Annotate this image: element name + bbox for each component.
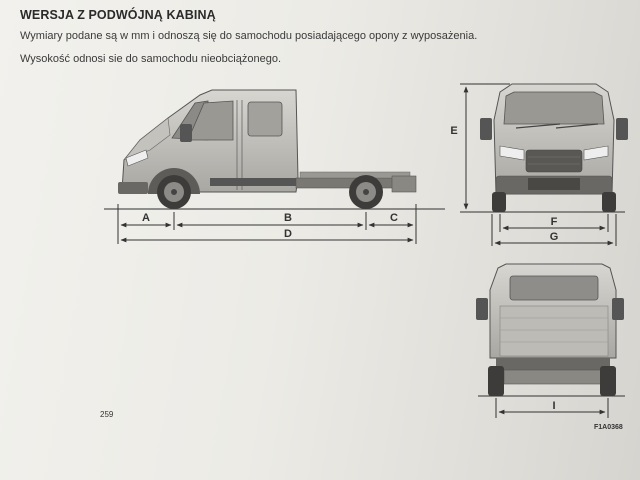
dim-label-d: D [284, 228, 292, 240]
figure-code: F1A0368 [594, 424, 623, 431]
dim-label-c: C [390, 212, 398, 224]
front-view-truck [478, 84, 628, 212]
dim-label-e: E [450, 125, 458, 137]
side-dimensions [118, 204, 416, 244]
rear-view-truck [476, 264, 625, 396]
section-heading: WERSJA Z PODWÓJNĄ KABINĄ [20, 8, 216, 22]
dim-label-b: B [284, 212, 292, 224]
dim-label-f: F [550, 216, 558, 228]
dim-label-g: G [549, 231, 559, 243]
description-line-2: Wysokość odnosi sie do samochodu nieobciążonego. [20, 53, 282, 65]
dim-label-a: A [142, 212, 150, 224]
side-view-truck [104, 90, 445, 209]
dim-label-i: I [552, 400, 556, 412]
page-number: 259 [100, 410, 114, 419]
description-line-1: Wymiary podane są w mm i odnoszą się do samochodu posiadającego opony z wyposażenia. [20, 30, 478, 42]
